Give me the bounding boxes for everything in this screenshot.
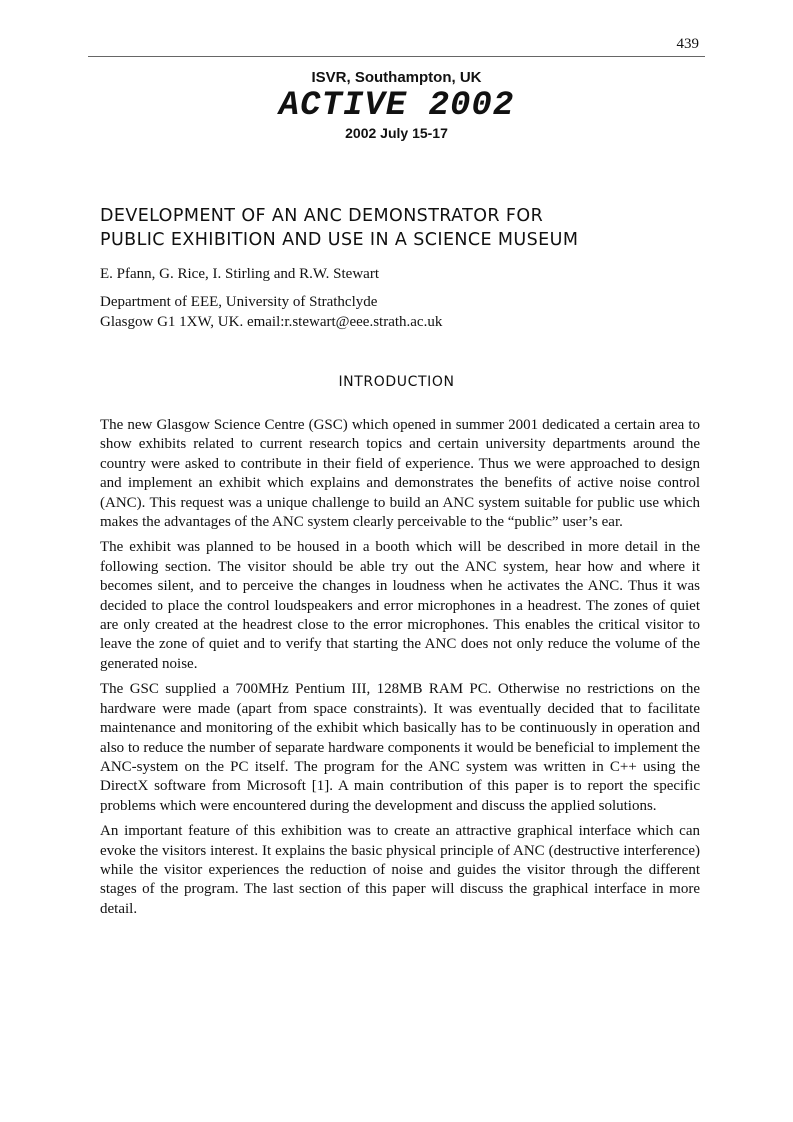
paper-title-line: PUBLIC EXHIBITION AND USE IN A SCIENCE MUSEUM: [100, 230, 579, 250]
affiliation: [100, 292, 442, 332]
paragraph: The GSC supplied a 700MHz Pentium III, 128MB RAM PC. Otherwise no restrictions on the hardware were made (apart from space constraints). It was eventually decided that to facilitate maintenance and monitoring of the exhibit which basically has to be continuously in operation and also to reduce the number of separate hardware components it would be beneficial to implement the ANC-system on the PC itself. The program for the ANC system was written in C++ using the DirectX software from Microsoft [1]. A main contribution of this paper is to report the specific problems which were encountered during the development and discuss the applied solutions.: [100, 681, 700, 814]
header-rule: [88, 56, 705, 57]
page-number: 439: [676, 36, 699, 52]
conference-dates: 2002 July 15-17: [345, 125, 448, 141]
body-text: [100, 416, 700, 925]
affiliation-line: Department of EEE, University of Strathclyde: [100, 294, 378, 310]
conference-header: [0, 68, 793, 142]
paragraph: The new Glasgow Science Centre (GSC) which opened in summer 2001 dedicated a certain area to show exhibits related to current research topics and certain university departments around the country were asked to contribute in their field of experience. Thus we were approached to design and implement an exhibit which explains and demonstrates the benefits of active noise control (ANC). This request was a unique challenge to build an ANC system suitable for public use which makes the advantages of the ANC system clearly perceivable to the “public” user’s ear.: [100, 417, 700, 531]
authors: E. Pfann, G. Rice, I. Stirling and R.W. Stewart: [100, 266, 379, 282]
paragraph: An important feature of this exhibition was to create an attractive graphical interface which can evoke the visitors interest. It explains the basic physical principle of ANC (destructive interference) while the visitor experiences the reduction of noise and guides the visitor through the different stages of the program. The last section of this paper will discuss the graphical interface in more detail.: [100, 823, 700, 917]
paragraph: The exhibit was planned to be housed in a booth which will be described in more detail in the following section. The visitor should be able try out the ANC system, hear how and where it becomes silent, and to perceive the changes in loudness when he activates the ANC. Thus it was decided to place the control loudspeakers and error microphones in a headrest. The zones of quiet are only created at the headrest close to the error microphones. This enables the critical visitor to leave the zone of quiet and to verify that starting the ANC does not only reduce the volume of the generated noise.: [100, 539, 700, 672]
affiliation-line: Glasgow G1 1XW, UK. email:r.stewart@eee.strath.ac.uk: [100, 314, 443, 330]
conference-name: ACTIVE 2002: [278, 87, 515, 125]
section-heading: INTRODUCTION: [338, 374, 455, 390]
paper-title-line: DEVELOPMENT OF AN ANC DEMONSTRATOR FOR: [100, 206, 544, 226]
conference-location: ISVR, Southampton, UK: [311, 69, 482, 86]
paper-title: [100, 204, 700, 252]
